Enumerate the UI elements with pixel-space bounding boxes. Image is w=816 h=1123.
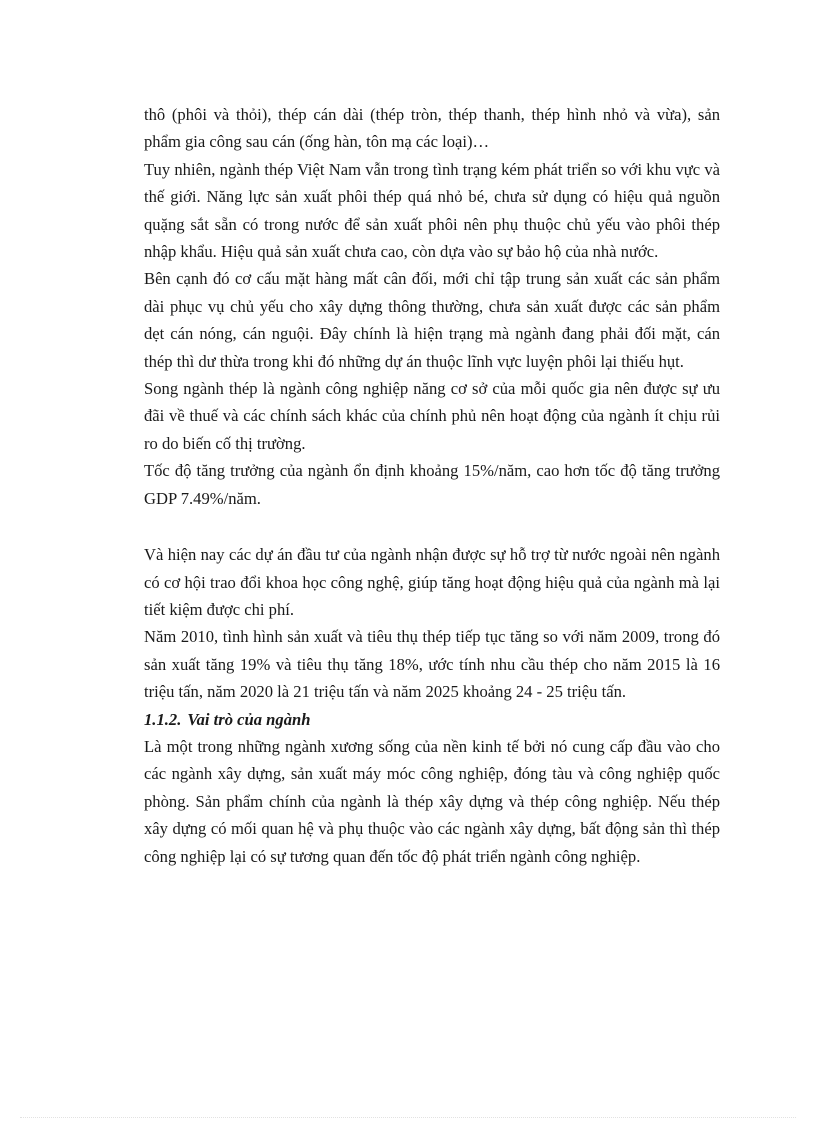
paragraph-industry-role: Là một trong những ngành xương sống của nền kinh tế bởi nó cung cấp đầu vào cho các ngành xây dựng, sản xuất máy móc công nghiệp, đóng tàu và công nghiệp quốc phòng. Sản phẩm chính của ngành là thép xây dựng và thép công nghiệp. Nếu thép xây dựng có mối quan hệ và phụ thuộc vào các ngành xây dựng, bất động sản thì thép công nghiệp lại có sự tương quan đến tốc độ phát triển ngành công nghiệp.: [144, 736, 720, 866]
section-title: Vai trò của ngành: [187, 709, 311, 729]
paragraph-foreign-investment: Và hiện nay các dự án đầu tư của ngành nhận được sự hỗ trợ từ nước ngoài nên ngành có cơ hội trao đổi khoa học công nghệ, giúp tăng hoạt động hiệu quả của ngành mà lại tiết kiệm được chi phí.: [144, 545, 720, 619]
paragraph-production-forecast: Năm 2010, tình hình sản xuất và tiêu thụ thép tiếp tục tăng so với năm 2009, trong đó sản xuất tăng 19% và tiêu thụ tăng 18%, ước tính nhu cầu thép cho năm 2015 là 16 triệu tấn, năm 2020 là 21 triệu tấn và năm 2025 khoảng 24 - 25 triệu tấn.: [144, 627, 720, 702]
paragraph-government-support: Song ngành thép là ngành công nghiệp năng cơ sở của mỗi quốc gia nên được sự ưu đãi về thuế và các chính sách khác của chính phủ nên hoạt động của ngành ít chịu rủi ro do biến cố thị trường.: [144, 379, 720, 453]
page-content: [144, 101, 720, 870]
paragraph-product-structure: Bên cạnh đó cơ cấu mặt hàng mất cân đối, mới chỉ tập trung sản xuất các sản phẩm dài phục vụ chủ yếu cho xây dựng thông thường, chưa sản xuất được các sản phẩm dẹt cán nóng, cán nguội. Đây chính là hiện trạng mà ngành đang phải đối mặt, cán thép thì dư thừa trong khi đó những dự án thuộc lĩnh vực luyện phôi lại thiếu hụt.: [144, 269, 720, 371]
section-number: 1.1.2.: [144, 709, 182, 729]
page-bottom-divider: [20, 1117, 796, 1118]
section-heading: [144, 706, 720, 733]
paragraph-industry-weakness: Tuy nhiên, ngành thép Việt Nam vẫn trong tình trạng kém phát triển so với khu vực và thế giới. Năng lực sản xuất phôi thép quá nhỏ bé, chưa sử dụng có hiệu quả nguồn quặng sắt sẵn có trong nước để sản xuất phôi nên phụ thuộc chủ yếu vào phôi thép nhập khẩu. Hiệu quả sản xuất chưa cao, còn dựa vào sự bảo hộ của nhà nước.: [144, 159, 720, 262]
paragraph-growth-rate: Tốc độ tăng trưởng của ngành ổn định khoảng 15%/năm, cao hơn tốc độ tăng trưởng GDP 7.49%/năm.: [144, 461, 720, 508]
paragraph-steel-products: thô (phôi và thỏi), thép cán dài (thép tròn, thép thanh, thép hình nhỏ và vừa), sản phẩm gia công sau cán (ống hàn, tôn mạ các loại)…: [144, 105, 720, 152]
